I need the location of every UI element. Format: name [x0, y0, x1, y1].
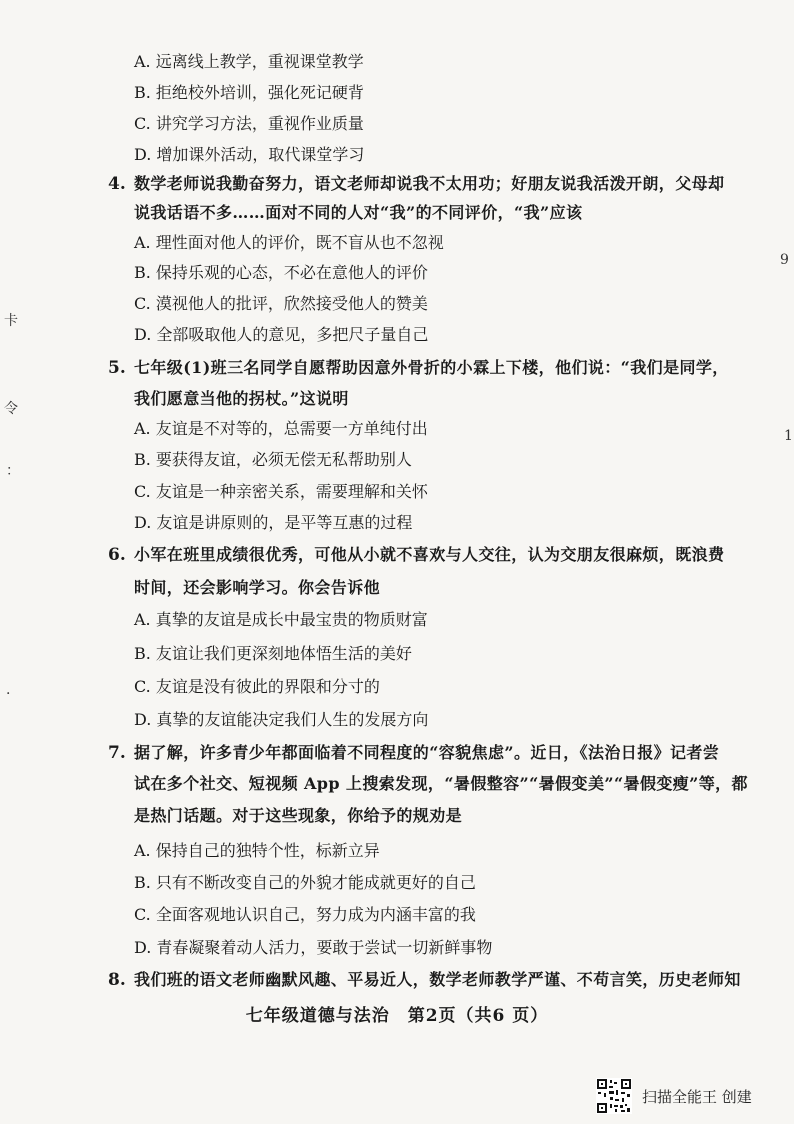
margin-mark: 1 [784, 428, 793, 444]
q4-option-c: C. 漠视他人的批评，欣然接受他人的赞美 [134, 294, 428, 313]
q5-stem-line-1: 七年级(1)班三名同学自愿帮助因意外骨折的小霖上下楼，他们说：“我们是同学， [134, 358, 729, 377]
q3-option-d: D. 增加课外活动，取代课堂学习 [134, 145, 365, 164]
q8-number: 8. [108, 970, 126, 990]
q6-option-c: C. 友谊是没有彼此的界限和分寸的 [134, 677, 380, 696]
q6-stem-line-2: 时间，还会影响学习。你会告诉他 [134, 578, 381, 597]
scanner-watermark [596, 1078, 776, 1118]
q8-stem-line-1: 我们班的语文老师幽默风趣、平易近人，数学老师教学严谨、不苟言笑，历史老师知 [134, 970, 741, 989]
q6-option-b: B. 友谊让我们更深刻地体悟生活的美好 [134, 644, 412, 663]
margin-mark: 卡 [4, 313, 18, 329]
q6-option-a: A. 真挚的友谊是成长中最宝贵的物质财富 [134, 610, 428, 629]
q4-stem-line-2: 说我话语不多……面对不同的人对“我”的不同评价，“我”应该 [134, 203, 583, 222]
q7-option-d: D. 青春凝聚着动人活力，要敢于尝试一切新鲜事物 [134, 938, 493, 957]
q7-stem-line-1: 据了解，许多青少年都面临着不同程度的“容貌焦虑”。近日，《法治日报》记者尝 [134, 743, 720, 762]
q4-option-a: A. 理性面对他人的评价，既不盲从也不忽视 [134, 233, 444, 252]
watermark-text: 扫描全能王 创建 [642, 1088, 752, 1106]
page-footer: 七年级道德与法治 第2页（共6 页） [245, 1006, 549, 1026]
q7-number: 7. [108, 743, 126, 763]
margin-mark: · [6, 686, 11, 702]
q7-option-c: C. 全面客观地认识自己，努力成为内涵丰富的我 [134, 905, 476, 924]
q3-option-a: A. 远离线上教学，重视课堂教学 [134, 52, 364, 71]
qr-code-icon [596, 1078, 632, 1114]
q6-stem-line-1: 小军在班里成绩很优秀，可他从小就不喜欢与人交往，认为交朋友很麻烦，既浪费 [134, 545, 725, 564]
q7-option-b: B. 只有不断改变自己的外貌才能成就更好的自己 [134, 873, 476, 892]
margin-mark: 9 [780, 252, 789, 268]
q7-option-a: A. 保持自己的独特个性，标新立异 [134, 841, 380, 860]
q7-stem-line-2: 试在多个社交、短视频 App 上搜索发现，“暑假整容”“暑假变美”“暑假变瘦”等，都 [134, 774, 748, 793]
q3-option-b: B. 拒绝校外培训，强化死记硬背 [134, 83, 364, 102]
q5-number: 5. [108, 358, 126, 378]
q6-number: 6. [108, 545, 126, 565]
q4-option-d: D. 全部吸取他人的意见，多把尺子量自己 [134, 325, 429, 344]
q4-number: 4. [108, 174, 126, 194]
q7-stem-line-3: 是热门话题。对于这些现象，你给予的规劝是 [134, 806, 463, 825]
q5-option-b: B. 要获得友谊，必须无偿无私帮助别人 [134, 450, 412, 469]
q4-stem-line-1: 数学老师说我勤奋努力，语文老师却说我不太用功；好朋友说我活泼开朗，父母却 [134, 174, 725, 193]
margin-mark: ： [6, 463, 20, 479]
q6-option-d: D. 真挚的友谊能决定我们人生的发展方向 [134, 710, 429, 729]
margin-mark: 令 [4, 401, 18, 417]
q3-option-c: C. 讲究学习方法，重视作业质量 [134, 114, 364, 133]
q4-option-b: B. 保持乐观的心态，不必在意他人的评价 [134, 263, 428, 282]
q5-option-d: D. 友谊是讲原则的，是平等互惠的过程 [134, 513, 413, 532]
q5-stem-line-2: 我们愿意当他的拐杖。”这说明 [134, 389, 349, 408]
q5-option-c: C. 友谊是一种亲密关系，需要理解和关怀 [134, 482, 428, 501]
q5-option-a: A. 友谊是不对等的，总需要一方单纯付出 [134, 419, 428, 438]
